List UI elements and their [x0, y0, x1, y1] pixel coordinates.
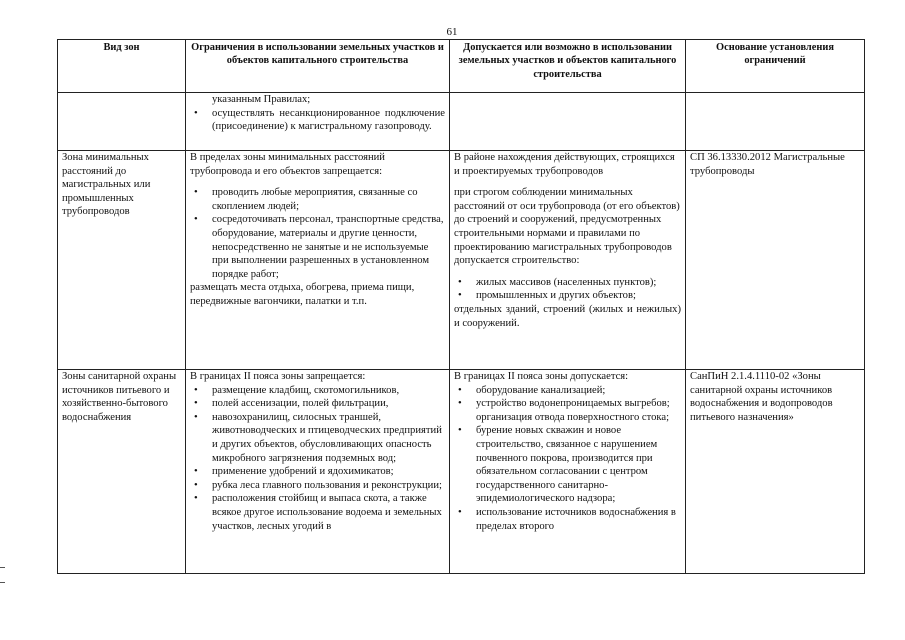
allowed-tail: отдельных зданий, строений (жилых и нежилых) и сооружений.	[454, 303, 681, 329]
table-row-continuation	[58, 93, 865, 151]
zones-table	[57, 39, 865, 574]
header-basis: Основание установления ограничений	[686, 40, 865, 93]
spacer	[454, 178, 681, 186]
list-item: • рубка леса главного пользования и реконструкции;	[190, 479, 445, 493]
page-number: 61	[446, 26, 458, 38]
list-item: • проводить любые мероприятия, связанные со скоплением людей;	[190, 186, 445, 213]
list-item: • применение удобрений и ядохимикатов;	[190, 465, 445, 479]
cell-basis-empty	[686, 93, 865, 151]
list-item: • осуществлять несанкционированное подключение (присоединение) к магистральному газопроводу.	[190, 107, 445, 134]
spacer	[190, 178, 445, 186]
table-row-water	[58, 370, 865, 574]
restrictions-list	[190, 384, 445, 534]
restrictions-intro: В пределах зоны минимальных расстояний трубопровода и его объектов запрещается:	[190, 152, 385, 177]
list-item: • жилых массивов (населенных пунктов);	[454, 276, 681, 290]
list-item: • полей ассенизации, полей фильтрации,	[190, 397, 445, 411]
continuation-list	[190, 107, 445, 134]
cell-allowed-water	[450, 370, 686, 574]
edge-mark	[0, 582, 5, 583]
table-row-pipelines	[58, 151, 865, 370]
cell-restrictions-pipelines	[186, 151, 450, 370]
cell-restrictions-continuation	[186, 93, 450, 151]
cell-zone-pipelines: Зона минимальных расстояний до магистральных или промышленных трубопроводов	[58, 151, 186, 370]
restrictions-intro: В границах II пояса зоны запрещается:	[190, 371, 366, 382]
list-item: • размещение кладбищ, скотомогильников,	[190, 384, 445, 398]
cell-zone-water: Зоны санитарной охраны источников питьевого и хозяйственно-бытового водоснабжения	[58, 370, 186, 574]
allowed-intro: В границах II пояса зоны допускается:	[454, 371, 629, 382]
list-item: • расположения стойбищ и выпаса скота, а также всякое другое использование водоема и земельных участков, лесных угодий в	[190, 492, 445, 533]
list-item: • бурение новых скважин и новое строительство, связанное с нарушением почвенного покрова, производится при обязательном согласовании с центром государственного санитарно-эпидемиологического надзора;	[454, 424, 681, 506]
header-zone-type: Вид зон	[58, 40, 186, 93]
restrictions-list	[190, 186, 445, 281]
list-item: • оборудование канализацией;	[454, 384, 681, 398]
cell-allowed-pipelines	[450, 151, 686, 370]
allowed-paragraph-1: В районе нахождения действующих, строящихся и проектируемых трубопроводов	[454, 152, 675, 177]
cell-basis-water: СанПиН 2.1.4.1110-02 «Зоны санитарной охраны источников водоснабжения и водопроводов питьевого назначения»	[686, 370, 865, 574]
header-restrictions: Ограничения в использовании земельных участков и объектов капитального строительства	[186, 40, 450, 93]
list-item: • устройство водонепроницаемых выгребов; организация отвода поверхностного стока;	[454, 397, 681, 424]
cell-basis-pipelines: СП 36.13330.2012 Магистральные трубопроводы	[686, 151, 865, 370]
cell-allowed-empty	[450, 93, 686, 151]
table-header-row	[58, 40, 865, 93]
restrictions-tail: размещать места отдыха, обогрева, приема пищи, передвижные вагончики, палатки и т.п.	[190, 282, 415, 307]
edge-mark	[0, 567, 5, 568]
cell-zone-empty	[58, 93, 186, 151]
list-item: • сосредоточивать персонал, транспортные средства, оборудование, материалы и другие ценности, непосредственно не занятые и не используемые при выполнении разрешенных в установленном порядке работ;	[190, 213, 445, 281]
continuation-text: указанным Правилах;	[212, 94, 311, 105]
list-item: • промышленных и других объектов;	[454, 289, 681, 303]
allowed-list	[454, 384, 681, 534]
list-item: • навозохранилищ, силосных траншей, животноводческих и птицеводческих предприятий и других объектов, обусловливающих опасность микробного загрязнения подземных вод;	[190, 411, 445, 465]
header-allowed: Допускается или возможно в использовании земельных участков и объектов капитального строительства	[450, 40, 686, 93]
allowed-list	[454, 276, 681, 303]
list-item: • использование источников водоснабжения в пределах второго	[454, 506, 681, 533]
allowed-paragraph-2: при строгом соблюдении минимальных расстояний от оси трубопровода (от его объектов) до строений и сооружений, предусмотренных строительными нормами и правилами по проектированию магистральных трубопроводов допускается строительство:	[454, 187, 680, 267]
spacer	[454, 268, 681, 276]
cell-restrictions-water	[186, 370, 450, 574]
